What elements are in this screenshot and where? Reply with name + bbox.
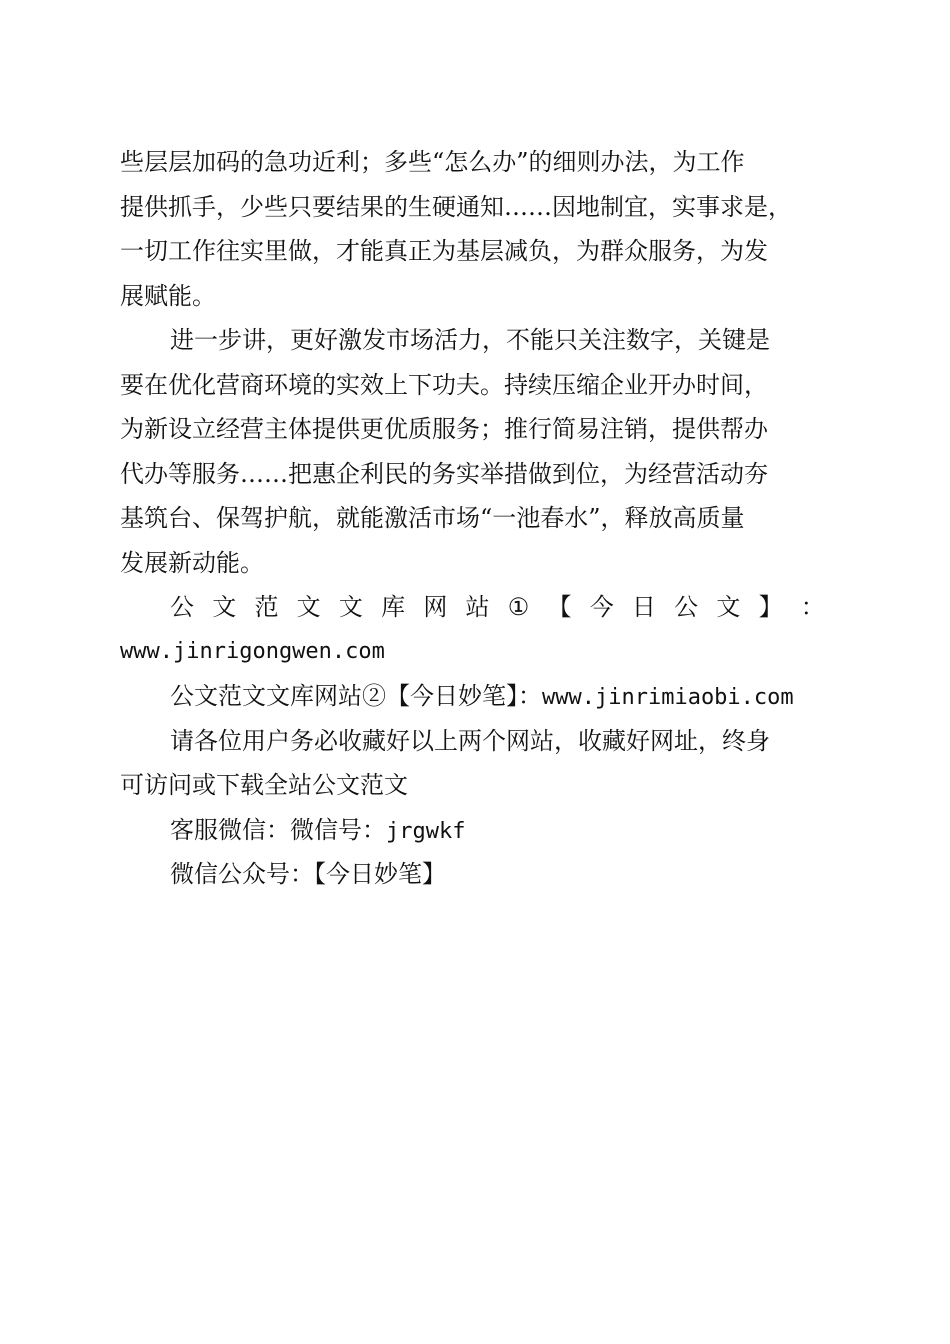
paragraph-line: 一切工作往实里做，才能真正为基层减负，为群众服务，为发 (120, 237, 768, 265)
paragraph-line: 进一步讲，更好激发市场活力，不能只关注数字，关键是 (170, 326, 770, 354)
paragraph-line: 要在优化营商环境的实效上下功夫。持续压缩企业开办时间， (120, 370, 768, 399)
site-1-char: 网 (423, 593, 448, 621)
site-1-char: 文 (716, 593, 741, 621)
site-1-char: 范 (254, 593, 279, 621)
wechat-service-label: 客服微信：微信号： (170, 815, 386, 844)
paragraph-line: 基筑台、保驾护航，就能激活市场“一池春水”，释放高质量 (120, 504, 745, 532)
paragraph-line: 展赋能。 (120, 281, 216, 310)
notice-block (120, 719, 825, 808)
site-1-char: 公 (674, 593, 699, 621)
paragraph-line: 代办等服务……把惠企利民的务实举措做到位，为经营活动夯 (120, 459, 768, 488)
notice-line: 可访问或下载全站公文范文 (120, 771, 408, 799)
site-2-line (120, 674, 825, 719)
site-1-block (120, 585, 825, 674)
site-1-char: ① (507, 593, 530, 621)
wechat-public-account: 微信公众号：【今日妙笔】 (170, 860, 446, 888)
site-1-label (120, 585, 825, 630)
notice-line: 请各位用户务必收藏好以上两个网站，收藏好网址，终身 (170, 726, 770, 755)
wechat-service-id: jrgwkf (386, 818, 466, 844)
site-1-char: 【 (547, 593, 572, 621)
paragraph-line: 提供抓手，少些只要结果的生硬通知……因地制宜，实事求是， (120, 192, 792, 221)
site-1-char: 文 (212, 593, 237, 621)
site-2-url[interactable]: www.jinrimiaobi.com (542, 685, 794, 710)
site-1-char: 】 (758, 593, 783, 621)
paragraph-line: 些层层加码的急功近利；多些“怎么办”的细则办法，为工作 (120, 148, 745, 176)
site-1-url[interactable]: www.jinrigongwen.com (120, 638, 385, 664)
document-body (120, 140, 825, 897)
site-1-char: 站 (465, 593, 490, 621)
paragraph-market-vitality (120, 318, 825, 585)
paragraph-grassroots (120, 140, 825, 318)
site-1-char: 库 (381, 593, 406, 621)
paragraph-line: 发展新动能。 (120, 548, 264, 577)
paragraph-line: 为新设立经营主体提供更优质服务；推行简易注销，提供帮办 (120, 415, 768, 443)
site-1-char: 文 (296, 593, 321, 621)
wechat-service-line (120, 808, 825, 853)
site-1-char: 文 (338, 593, 363, 621)
site-1-char: 今 (589, 593, 614, 621)
site-1-char: 公 (170, 593, 194, 621)
site-1-char: 日 (631, 593, 656, 621)
site-2-label: 公文范文文库网站②【今日妙笔】： (170, 682, 542, 710)
site-1-char: ： (800, 593, 825, 621)
